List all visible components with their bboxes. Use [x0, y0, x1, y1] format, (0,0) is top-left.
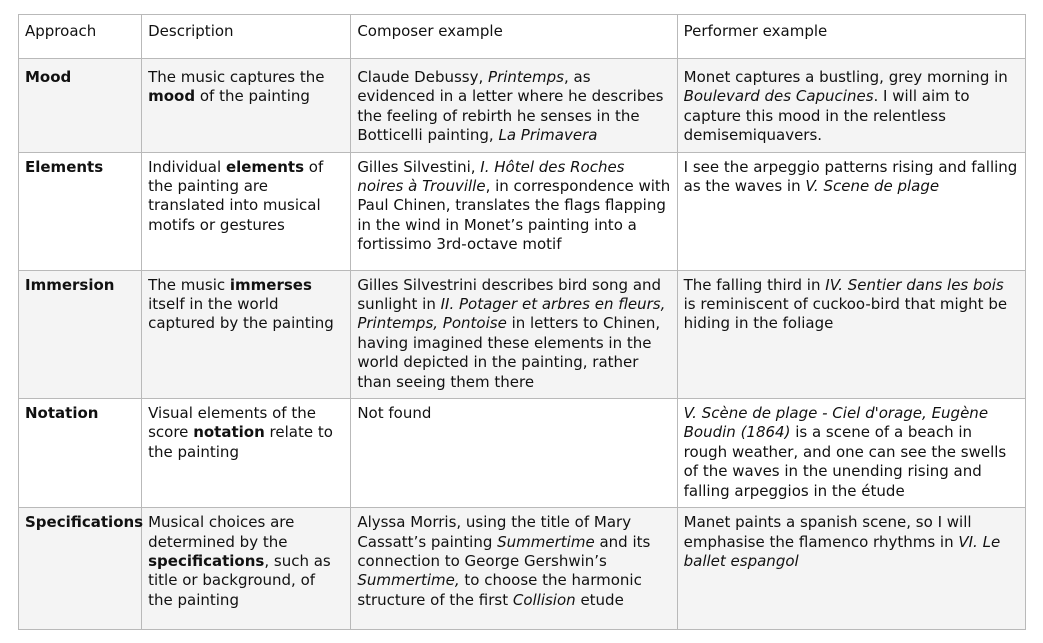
performer-text: Manet paints a spanish scene, so I will emphasise the flamenco rhythms in — [683, 513, 972, 551]
description-keyword: elements — [225, 157, 305, 176]
performer-title: V. Scène de plage - Ciel d'orage, Eugène Boudin (1864) — [683, 404, 989, 442]
composer-title: La Primavera — [498, 126, 598, 145]
performer-text: The falling third in — [683, 275, 826, 294]
composer-text: , as evidenced in a letter where he describes the feeling of rebirth he senses in the Botticelli painting, — [357, 68, 664, 145]
composer-example-cell — [351, 59, 677, 153]
description-keyword: notation — [193, 423, 265, 442]
performer-title: IV. Sentier dans les bois — [825, 275, 1004, 294]
approaches-table — [18, 14, 1026, 630]
description-text: of the painting are translated into musical motifs or gestures — [148, 157, 324, 234]
description-text: , such as title or background, of the painting — [148, 551, 331, 609]
description-text: Individual — [148, 157, 226, 176]
composer-example-cell — [351, 270, 677, 398]
description-text: Visual elements of the score — [148, 404, 316, 442]
performer-text: is a scene of a beach in rough weather, and one can see the swells of the waves in the unending rising and falling arpeggios in the étude — [683, 423, 1007, 500]
composer-title: Printemps — [488, 68, 564, 86]
performer-example-cell — [677, 399, 1025, 508]
approach-cell: Mood — [19, 59, 142, 153]
composer-example-cell — [351, 399, 677, 508]
composer-text: Claude Debussy, — [357, 68, 489, 86]
composer-title: Collision — [512, 590, 576, 609]
description-keyword: immerses — [229, 275, 312, 294]
composer-example-cell — [351, 508, 677, 630]
approach-cell: Notation — [19, 399, 142, 508]
performer-example-cell — [677, 508, 1025, 630]
performer-text: . I will aim to capture this mood in the relentless demisemiquavers. — [683, 87, 970, 145]
approach-cell: Specifications — [19, 508, 142, 630]
header-approach: Approach — [19, 15, 142, 59]
composer-text: Gilles Silvestini, — [357, 157, 481, 176]
approach-cell: Immersion — [19, 270, 142, 398]
table-header-row — [19, 15, 1026, 59]
performer-text: is reminiscent of cuckoo-bird that might be hiding in the foliage — [683, 295, 1008, 333]
performer-example-cell — [677, 270, 1025, 398]
composer-text: Alyssa Morris, using the title of Mary Cassatt’s painting — [357, 513, 632, 551]
description-cell — [142, 270, 351, 398]
performer-text: I see the arpeggio patterns rising and falling as the waves in — [683, 157, 1018, 196]
approach-cell: Elements — [19, 152, 142, 270]
description-text: The music — [148, 275, 230, 294]
composer-text: in letters to Chinen, having imagined these elements in the world depicted in the painting, rather than seeing them there — [357, 314, 661, 391]
description-keyword: mood — [148, 87, 196, 106]
performer-example-cell — [677, 59, 1025, 153]
composer-text: Gilles Silvestrini describes bird song and sunlight in — [357, 275, 662, 314]
approaches-table-container — [18, 14, 1026, 630]
description-cell — [142, 152, 351, 270]
performer-title: VI. Le ballet espangol — [683, 532, 1001, 570]
table-row-elements — [19, 152, 1026, 270]
description-text: of the painting — [195, 87, 310, 106]
composer-example-cell — [351, 152, 677, 270]
composer-title: Summertime, — [357, 571, 460, 590]
description-cell — [142, 399, 351, 508]
composer-text: , in correspondence with Paul Chinen, translates the flags flapping in the wind in Monet’s painting into a fortissimo 3rd-octave motif — [357, 177, 671, 254]
composer-text: to choose the harmonic structure of the first — [357, 571, 642, 609]
description-text: itself in the world captured by the painting — [148, 295, 334, 333]
description-keyword: specifications — [148, 551, 265, 570]
performer-example-cell — [677, 152, 1025, 270]
composer-text: and its connection to George Gershwin’s — [357, 532, 651, 570]
table-row-notation — [19, 399, 1026, 508]
table-row-immersion — [19, 270, 1026, 398]
description-text: The music captures the — [148, 68, 325, 86]
table-row-specifications — [19, 508, 1026, 630]
table-row-mood — [19, 59, 1026, 153]
composer-text: Not found — [357, 404, 432, 423]
composer-title: Summertime — [497, 532, 595, 551]
header-description: Description — [142, 15, 351, 59]
composer-text: etude — [575, 590, 624, 609]
description-cell — [142, 59, 351, 153]
description-text: relate to the painting — [148, 423, 333, 461]
composer-title: I. Hôtel des Roches noires à Trouville — [357, 157, 625, 196]
performer-title: Boulevard des Capucines — [683, 87, 874, 106]
performer-title: V. Scene de plage — [805, 177, 940, 196]
description-text: Musical choices are determined by the — [148, 513, 295, 551]
description-cell — [142, 508, 351, 630]
header-composer-example: Composer example — [351, 15, 677, 59]
composer-title: II. Potager et arbres en fleurs, Printemps, Pontoise — [357, 295, 666, 333]
header-performer-example: Performer example — [677, 15, 1025, 59]
performer-text: Monet captures a bustling, grey morning in — [683, 68, 1008, 86]
